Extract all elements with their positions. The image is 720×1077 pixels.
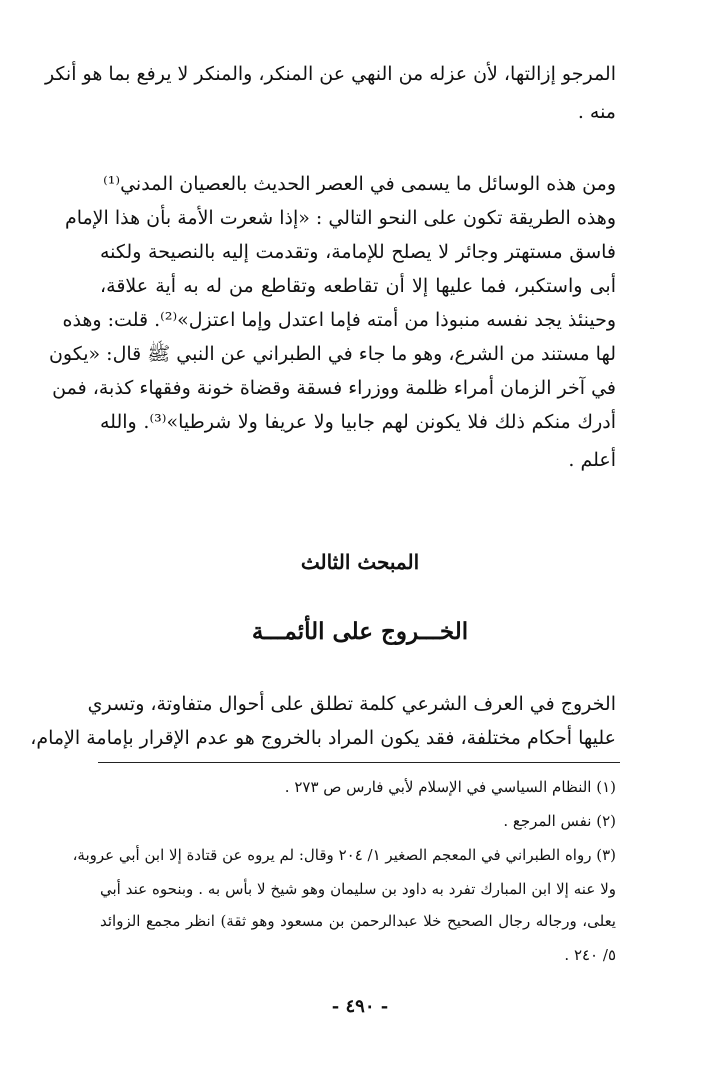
footnote-line: (١) النظام السياسي في الإسلام لأبي فارس ص ٢٧٣ . — [284, 778, 616, 796]
paragraph-line: أعلم . — [568, 449, 616, 471]
paragraph-line: أدرك منكم ذلك فلا يكونن لهم جابيا ولا عريفا ولا شرطيا»⁽³⁾. والله — [100, 411, 616, 433]
footnote-line: يعلى، ورجاله رجال الصحيح خلا عبدالرحمن بن مسعود وهو ثقة) انظر مجمع الزوائد — [100, 912, 616, 930]
paragraph-line: في آخر الزمان أمراء ظلمة ووزراء فسقة وقضاة خونة وفقهاء كذبة، فمن — [52, 377, 616, 399]
paragraph-line: لها مستند من الشرع، وهو ما جاء في الطبراني عن النبي ﷺ قال: «يكون — [48, 343, 616, 365]
page-number: - ٤٩٠ - — [331, 996, 389, 1017]
paragraph-line: الخروج في العرف الشرعي كلمة تطلق على أحوال متفاوتة، وتسري — [87, 693, 616, 715]
footnote-line: (٣) رواه الطبراني في المعجم الصغير ١/ ٢٠٤ وقال: لم يروه عن قتادة إلا ابن أبي عروبة، — [72, 846, 616, 864]
paragraph-line: أبى واستكبر، فما عليها إلا أن تقاطعه وتقاطع من له به أية علاقة، — [100, 275, 616, 297]
paragraph-line: وحينئذ يجد نفسه منبوذا من أمته فإما اعتدل وإما اعتزل»⁽²⁾. قلت: وهذه — [62, 309, 616, 331]
paragraph-line: ومن هذه الوسائل ما يسمى في العصر الحديث بالعصيان المدني⁽¹⁾ — [103, 173, 616, 195]
paragraph-line: المرجو إزالتها، لأن عزله من النهي عن المنكر، والمنكر لا يرفع بما هو أنكر — [44, 63, 616, 85]
footnote-line: ولا عنه إلا ابن المبارك تفرد به داود بن سليمان وهو شيخ لا بأس به . وبنحوه عند أبي — [100, 880, 616, 898]
paragraph-line: عليها أحكام مختلفة، فقد يكون المراد بالخروج هو عدم الإقرار بإمامة الإمام، — [30, 727, 616, 749]
paragraph-line: منه . — [577, 101, 616, 123]
paragraph-line: وهذه الطريقة تكون على النحو التالي : «إذا شعرت الأمة بأن هذا الإمام — [64, 207, 616, 229]
footnote-line: ٥/ ٢٤٠ . — [564, 946, 616, 964]
section-number-title: المبحث الثالث — [300, 550, 420, 574]
section-title: الخـــروج على الأئمـــة — [251, 618, 469, 645]
footnote-divider — [98, 762, 620, 763]
footnote-line: (٢) نفس المرجع . — [503, 812, 616, 830]
paragraph-line: فاسق مستهتر وجائر لا يصلح للإمامة، وتقدمت إليه بالنصيحة ولكنه — [100, 241, 616, 263]
